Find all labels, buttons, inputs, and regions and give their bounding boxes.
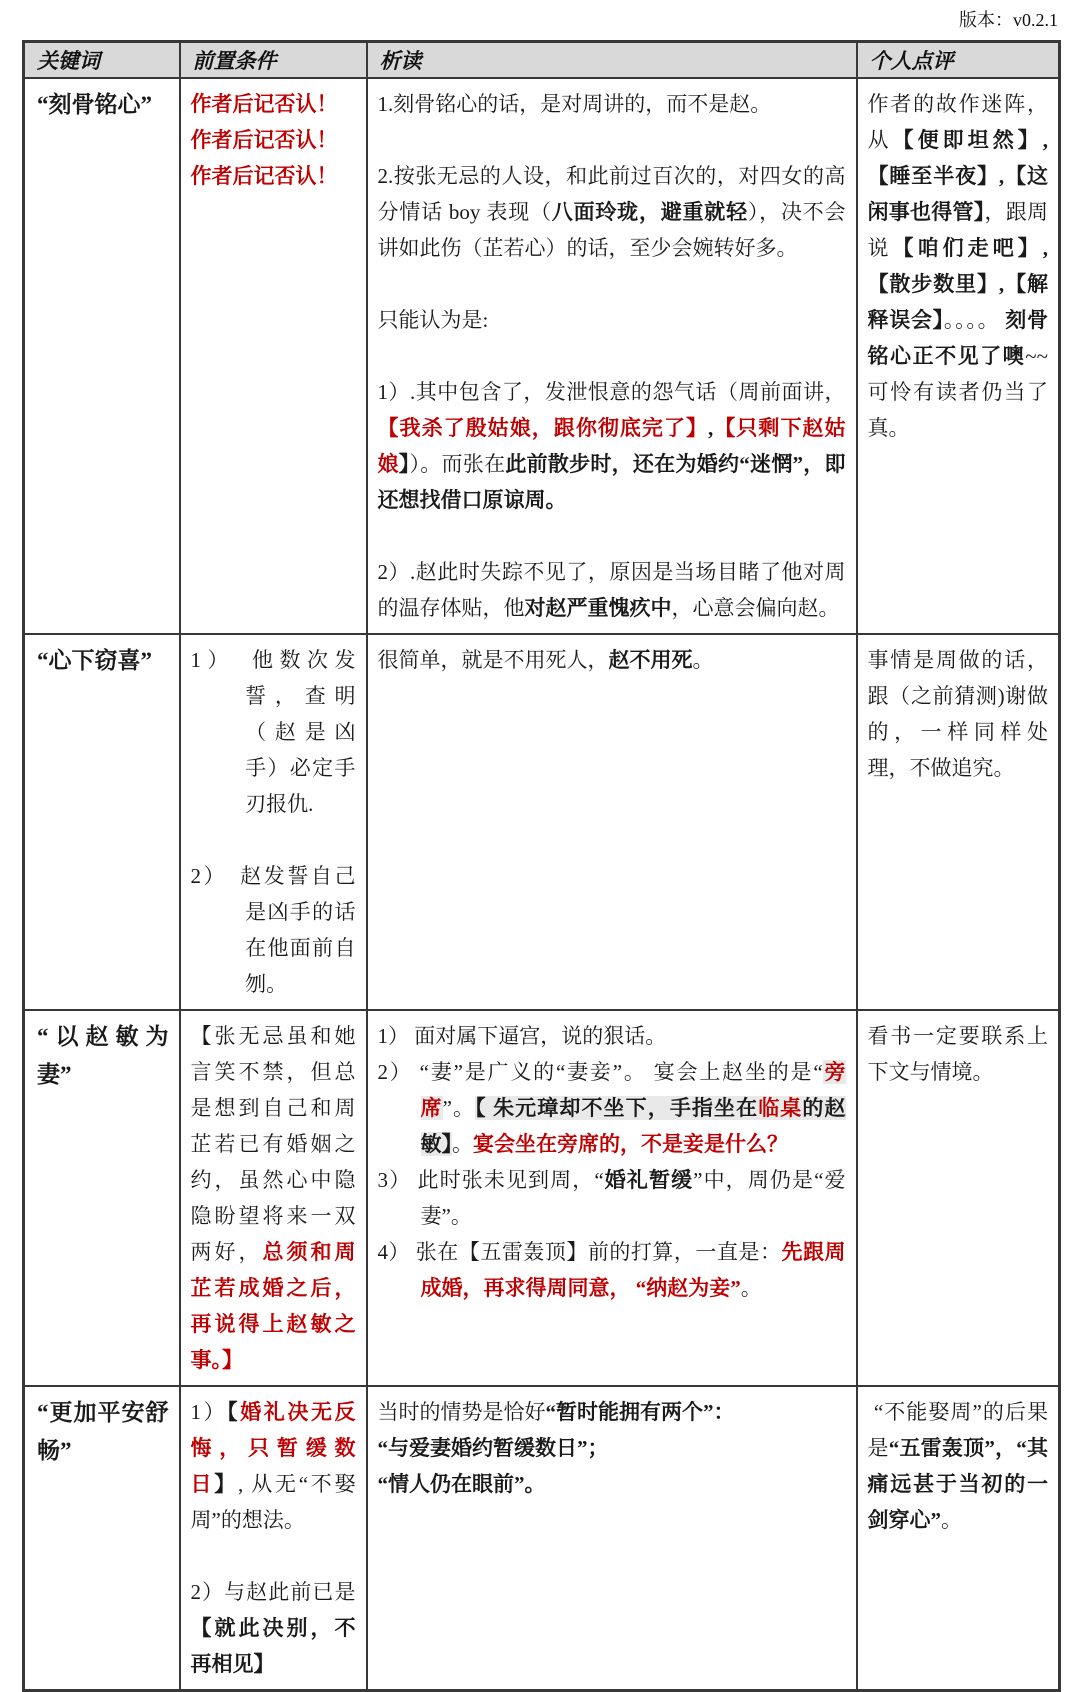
analysis-cell: 当时的情势是恰好“暂时能拥有两个”： “与爱妻婚约暂缓数日”； “情人仍在眼前”。	[367, 1386, 857, 1691]
comment-cell: 作者的故作迷阵，从【便即坦然】,【睡至半夜】,【这闲事也得管】，跟周说【咱们走吧】,【散步数里】,【解释误会】。。。。 刻骨铭心正不见了噢~~可怜有读者仍当了真。	[857, 78, 1060, 634]
keyword-cell: “更加平安舒畅”	[24, 1386, 180, 1691]
comment-cell: “不能娶周”的后果是“五雷轰顶”，“其痛远甚于当初的一剑穿心”。	[857, 1386, 1060, 1691]
col-header-keyword: 关键词	[24, 42, 180, 79]
precondition-cell: 1） 他数次发誓，查明（赵是凶手）必定手刃报仇. 2） 赵发誓自己是凶手的话在他面前自刎。	[180, 634, 367, 1010]
col-header-analysis: 析读	[367, 42, 857, 79]
keyword-cell: “心下窃喜”	[24, 634, 180, 1010]
keyword-cell: “以赵敏为妻”	[24, 1010, 180, 1386]
analysis-cell: 1.刻骨铭心的话，是对周讲的，而不是赵。 2.按张无忌的人设，和此前过百次的，对四女的高分情话 boy 表现（八面玲珑，避重就轻），决不会讲如此伤（芷若心）的话，至少会婉转好多。 只能认为是: 1）.其中包含了，发泄恨意的怨气话（周前面讲，【我杀了殷姑娘，跟你彻底完了】,【只剩下赵姑娘】）。而张在此前散步时，还在为婚约“迷惘”，即还想找借口原谅周。 2）.赵此时失踪不见了，原因是当场目睹了他对周的温存体贴，他对赵严重愧疚中，心意会偏向赵。	[367, 78, 857, 634]
analysis-cell: 1） 面对属下逼宫，说的狠话。 2） “妻”是广义的“妻妾”。 宴会上赵坐的是“旁席”。【 朱元璋却不坐下，手指坐在临桌的赵敏】。宴会坐在旁席的，不是妾是什么？ 3） 此时张未见到周，“婚礼暂缓”中，周仍是“爱妻”。 4） 张在【五雷轰顶】前的打算，一直是：先跟周成婚，再求得周同意， “纳赵为妾”。	[367, 1010, 857, 1386]
table-row	[24, 78, 1060, 634]
comment-cell: 事情是周做的话，跟（之前猜测)谢做的，一样同样处理，不做追究。	[857, 634, 1060, 1010]
precondition-cell: 1）【婚礼决无反悔，只暂缓数日】, 从无“不娶周”的想法。 2）与赵此前已是【就此决别，不再相见】	[180, 1386, 367, 1691]
version-label: 版本：v0.2.1	[959, 10, 1058, 30]
analysis-cell: 很简单，就是不用死人，赵不用死。	[367, 634, 857, 1010]
precondition-cell: 【张无忌虽和她言笑不禁，但总是想到自己和周芷若已有婚姻之约，虽然心中隐隐盼望将来一双两好，总须和周芷若成婚之后，再说得上赵敏之事。】	[180, 1010, 367, 1386]
keyword-cell: “刻骨铭心”	[24, 78, 180, 634]
col-header-precondition: 前置条件	[180, 42, 367, 79]
header-row	[24, 42, 1060, 79]
table-row	[24, 1010, 1060, 1386]
table-row	[24, 1386, 1060, 1691]
table-row	[24, 634, 1060, 1010]
comment-cell: 看书一定要联系上下文与情境。	[857, 1010, 1060, 1386]
col-header-comment: 个人点评	[857, 42, 1060, 79]
precondition-cell: 作者后记否认！ 作者后记否认！ 作者后记否认！	[180, 78, 367, 634]
analysis-table	[22, 40, 1061, 1692]
